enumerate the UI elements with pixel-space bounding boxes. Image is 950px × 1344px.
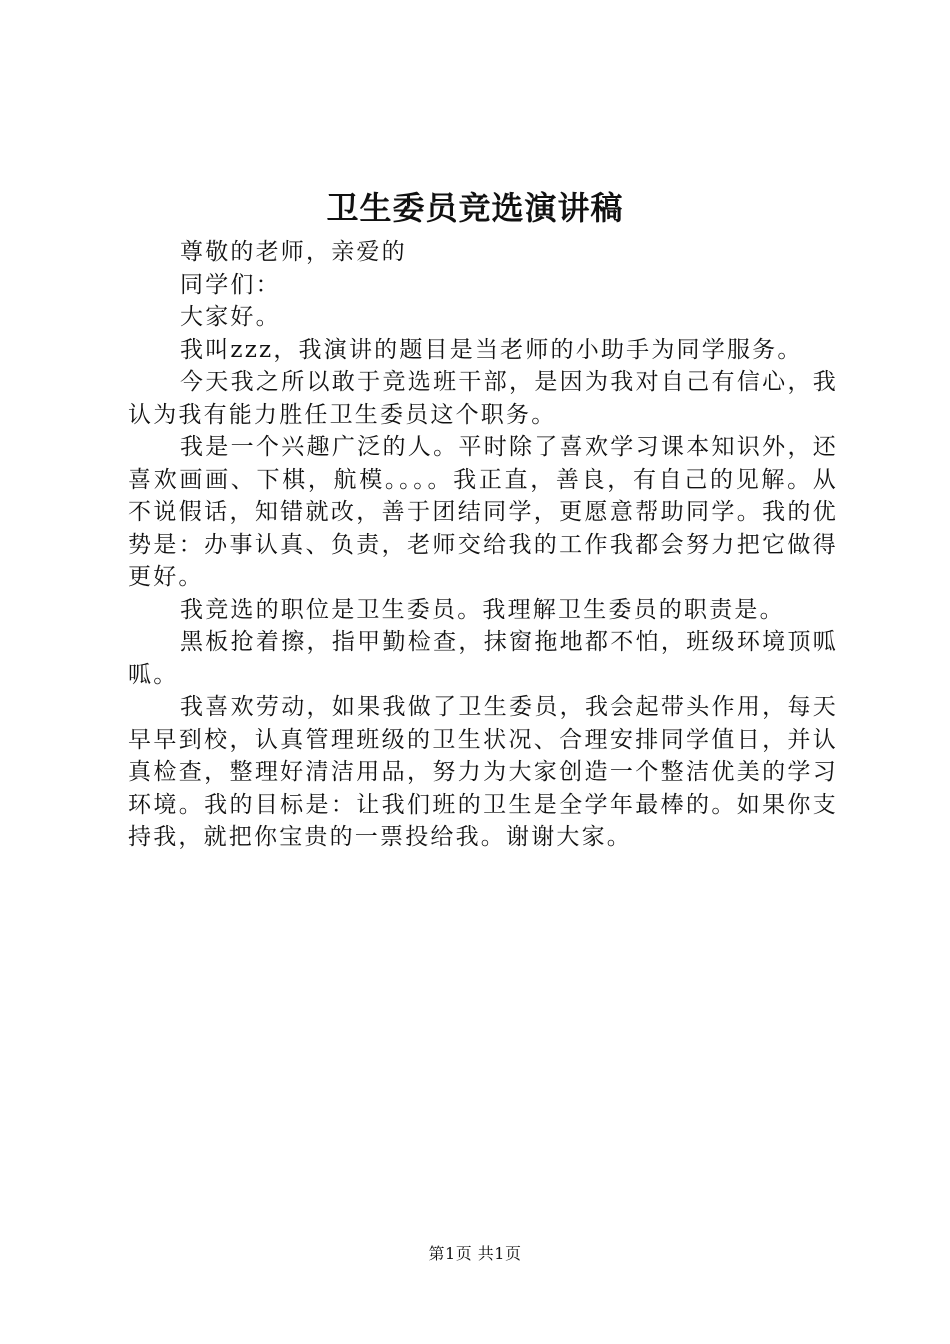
paragraph-duties: 黑板抢着擦，指甲勤检查，抹窗拖地都不怕，班级环境顶呱呱。: [128, 629, 838, 688]
paragraph-confidence: 今天我之所以敢于竞选班干部，是因为我对自己有信心，我认为我有能力胜任卫生委员这个职务。: [128, 369, 838, 428]
paragraph-salutation: 尊敬的老师，亲爱的: [180, 239, 407, 265]
paragraph-commitment: 我喜欢劳动，如果我做了卫生委员，我会起带头作用，每天早早到校，认真管理班级的卫生状况、合理安排同学值日，并认真检查，整理好清洁用品，努力为大家创造一个整洁优美的学习环境。我的目标是：让我们班的卫生是全学年最棒的。如果你支持我，就把你宝贵的一票投给我。谢谢大家。: [128, 694, 838, 850]
paragraph-self-description: 我是一个兴趣广泛的人。平时除了喜欢学习课本知识外，还喜欢画画、下棋，航模。。。。我正直，善良，有自己的见解。从不说假话，知错就改，善于团结同学，更愿意帮助同学。我的优势是：办事认真、负责，老师交给我的工作我都会努力把它做得更好。: [128, 434, 838, 590]
paragraph-greeting: 大家好。: [180, 304, 281, 330]
document-title: 卫生委员竞选演讲稿: [326, 189, 624, 227]
document-body: [128, 236, 838, 854]
paragraph-intro: 我叫zzz，我演讲的题目是当老师的小助手为同学服务。: [180, 336, 803, 363]
paragraph-position: 我竞选的职位是卫生委员。我理解卫生委员的职责是。: [180, 596, 785, 623]
paragraph-salutation-cont: 同学们：: [180, 271, 281, 298]
page-footer: 第1页 共1页: [428, 1244, 522, 1263]
